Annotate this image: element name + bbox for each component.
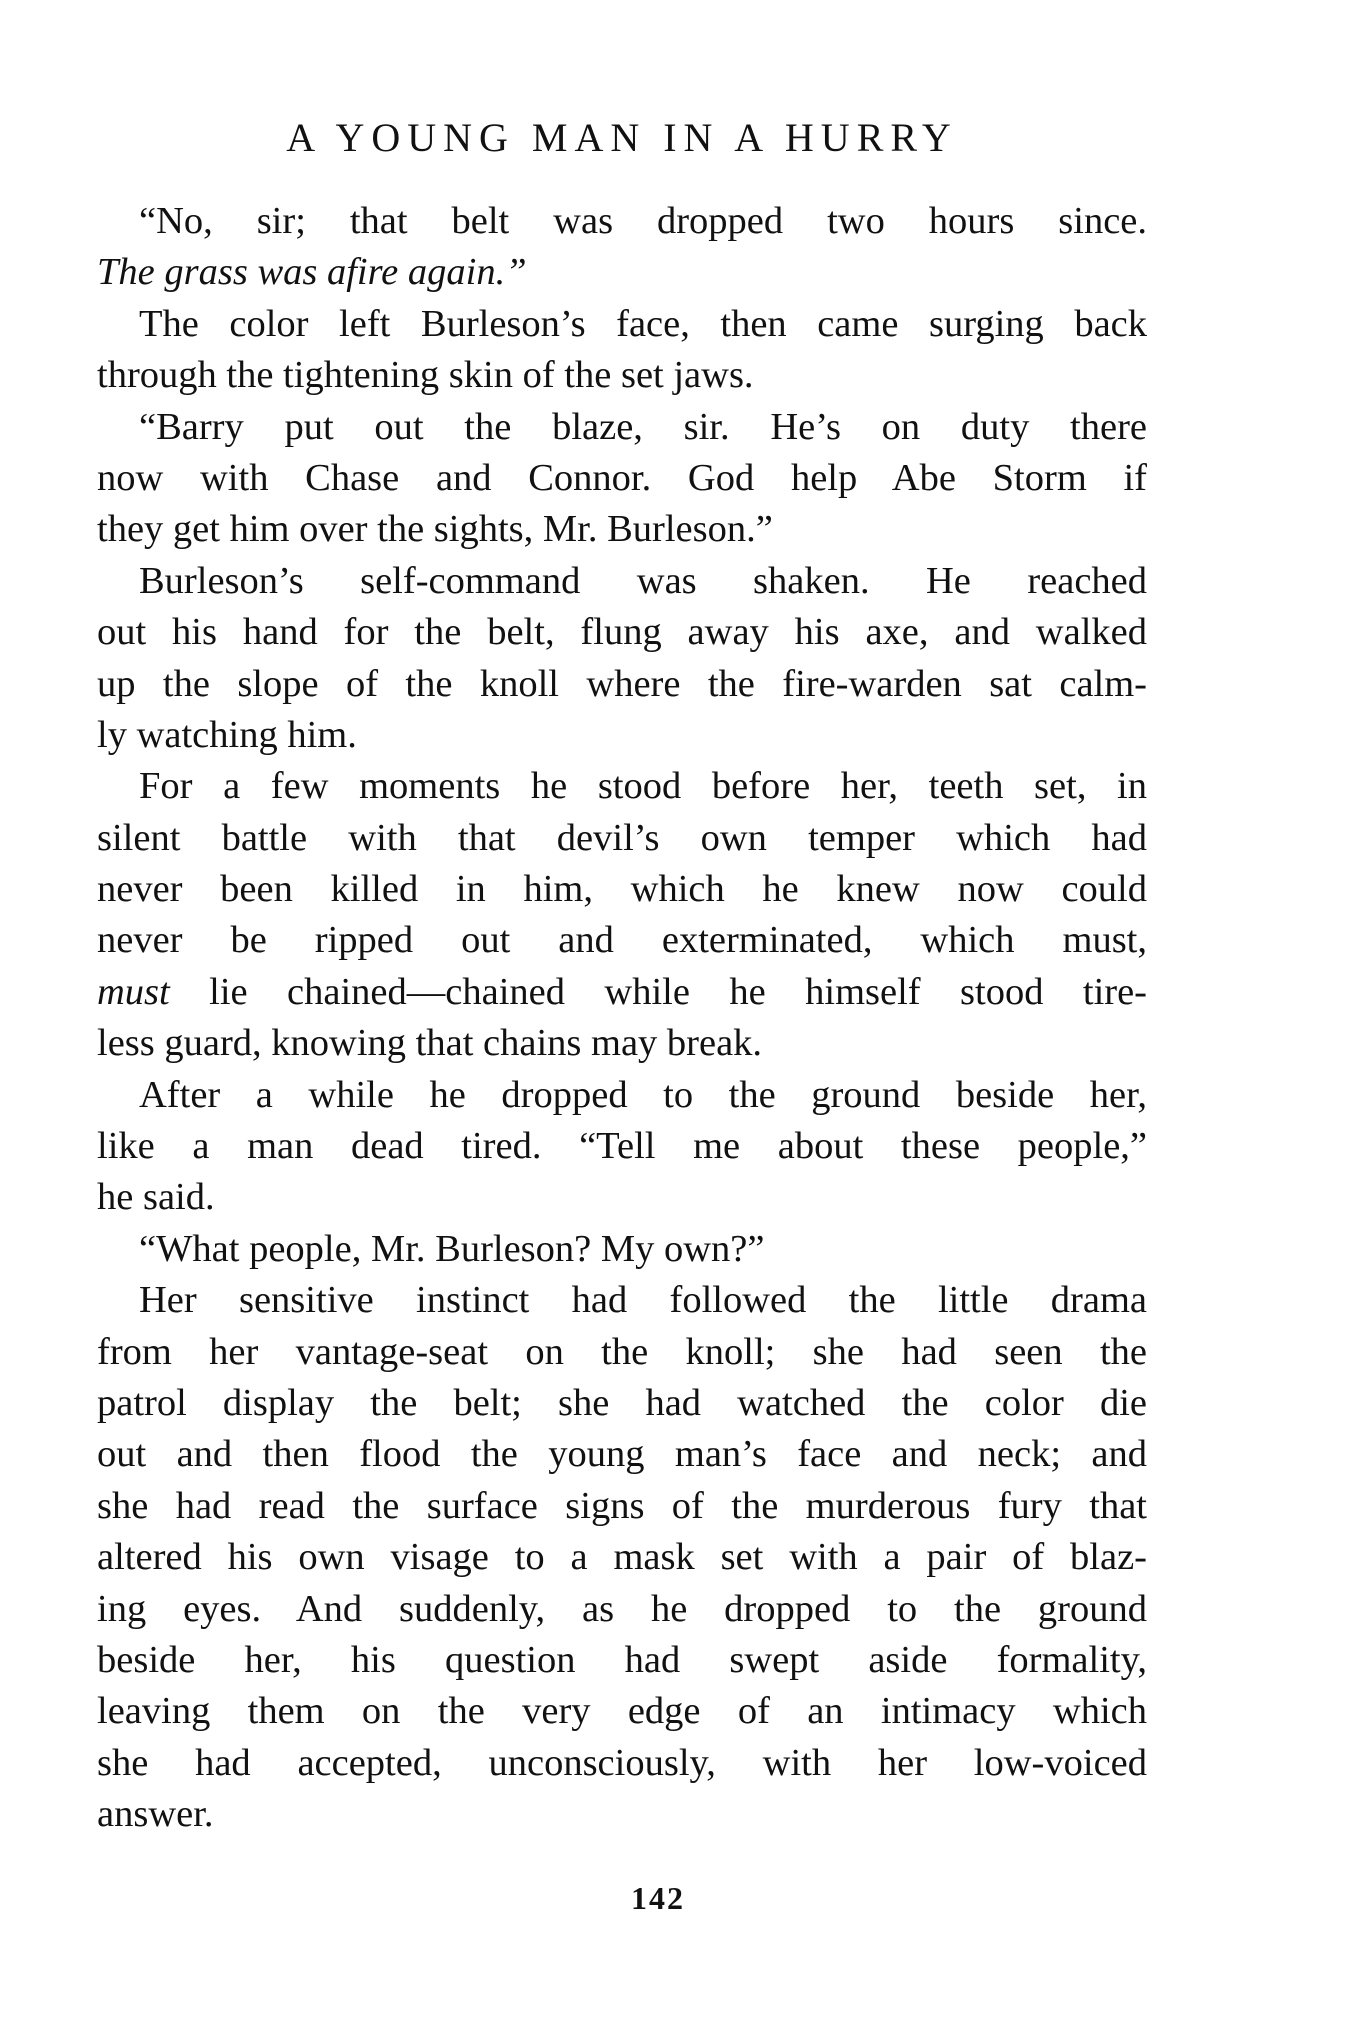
line-text: she had read the surface signs of the murderous fury that: [97, 1484, 1147, 1527]
text-line: [97, 350, 1147, 401]
line-text: lie chained—chained while he himself stood tire-: [169, 970, 1147, 1013]
line-text: answer.: [97, 1793, 214, 1836]
line-text: “Barry put out the blaze, sir. He’s on duty there: [139, 405, 1147, 448]
text-line: [97, 1686, 1147, 1737]
text-line: [97, 659, 1147, 710]
line-text: she had accepted, unconsciously, with her low-voiced: [97, 1741, 1147, 1784]
line-text: from her vantage-seat on the knoll; she had seen the: [97, 1330, 1147, 1373]
text-line: [97, 1532, 1147, 1583]
text-line: [97, 1070, 1147, 1121]
text-line: [97, 813, 1147, 864]
page-number: 142: [631, 1880, 685, 1916]
line-text: less guard, knowing that chains may break.: [97, 1022, 763, 1065]
line-text: up the slope of the knoll where the fire-warden sat calm-: [97, 662, 1147, 705]
line-text: now with Chase and Connor. God help Abe Storm if: [97, 456, 1147, 499]
line-text: After a while he dropped to the ground beside her,: [139, 1073, 1147, 1116]
line-text: Her sensitive instinct had followed the little drama: [139, 1279, 1147, 1322]
text-line: [97, 1172, 1147, 1223]
text-line: [97, 1327, 1147, 1378]
text-line: [97, 504, 1147, 555]
text-line: [97, 1378, 1147, 1429]
text-line: [97, 402, 1147, 453]
text-line: [97, 1275, 1147, 1326]
text-line: [97, 1481, 1147, 1532]
text-line: [97, 1224, 1147, 1275]
text-line: [97, 1635, 1147, 1686]
text-line: [97, 967, 1147, 1018]
body-text: [97, 196, 1147, 1841]
line-text: he said.: [97, 1176, 215, 1219]
line-text: ly watching him.: [97, 713, 357, 756]
line-text: patrol display the belt; she had watched the color die: [97, 1381, 1147, 1424]
line-text: they get him over the sights, Mr. Burleson.”: [97, 508, 773, 551]
line-text: like a man dead tired. “Tell me about these people,”: [97, 1125, 1147, 1168]
text-line: [97, 556, 1147, 607]
line-text: altered his own visage to a mask set with a pair of blaz-: [97, 1536, 1147, 1579]
line-text: The color left Burleson’s face, then came surging back: [139, 302, 1147, 345]
line-text: beside her, his question had swept aside formality,: [97, 1638, 1147, 1681]
text-line: [97, 299, 1147, 350]
text-line: [97, 1121, 1147, 1172]
text-line: [97, 1429, 1147, 1480]
text-line: [97, 607, 1147, 658]
text-line: [97, 864, 1147, 915]
text-line: [97, 1584, 1147, 1635]
text-line: [97, 710, 1147, 761]
text-line: [97, 196, 1147, 247]
text-line: [97, 1738, 1147, 1789]
line-text: Burleson’s self-command was shaken. He reached: [139, 559, 1147, 602]
line-text: “What people, Mr. Burleson? My own?”: [139, 1227, 765, 1270]
text-line: [97, 1789, 1147, 1840]
running-head: A YOUNG MAN IN A HURRY: [286, 115, 958, 160]
emphasis: must: [97, 970, 170, 1013]
line-text: ing eyes. And suddenly, as he dropped to the ground: [97, 1587, 1147, 1630]
line-text: out and then flood the young man’s face and neck; and: [97, 1433, 1147, 1476]
line-text: out his hand for the belt, flung away his axe, and walked: [97, 611, 1147, 654]
text-line: [97, 1018, 1147, 1069]
text-line: [97, 761, 1147, 812]
text-line: [97, 915, 1147, 966]
line-text: For a few moments he stood before her, teeth set, in: [139, 765, 1147, 808]
line-text: The grass was afire again.”: [97, 251, 527, 294]
line-text: “No, sir; that belt was dropped two hours since.: [139, 200, 1147, 242]
line-text: leaving them on the very edge of an intimacy which: [97, 1690, 1147, 1733]
text-line: [97, 247, 1147, 298]
line-text: silent battle with that devil’s own temper which had: [97, 816, 1147, 859]
line-text: never been killed in him, which he knew now could: [97, 868, 1147, 911]
line-text: through the tightening skin of the set jaws.: [97, 354, 754, 397]
text-line: [97, 453, 1147, 504]
line-text: never be ripped out and exterminated, which must,: [97, 919, 1147, 962]
